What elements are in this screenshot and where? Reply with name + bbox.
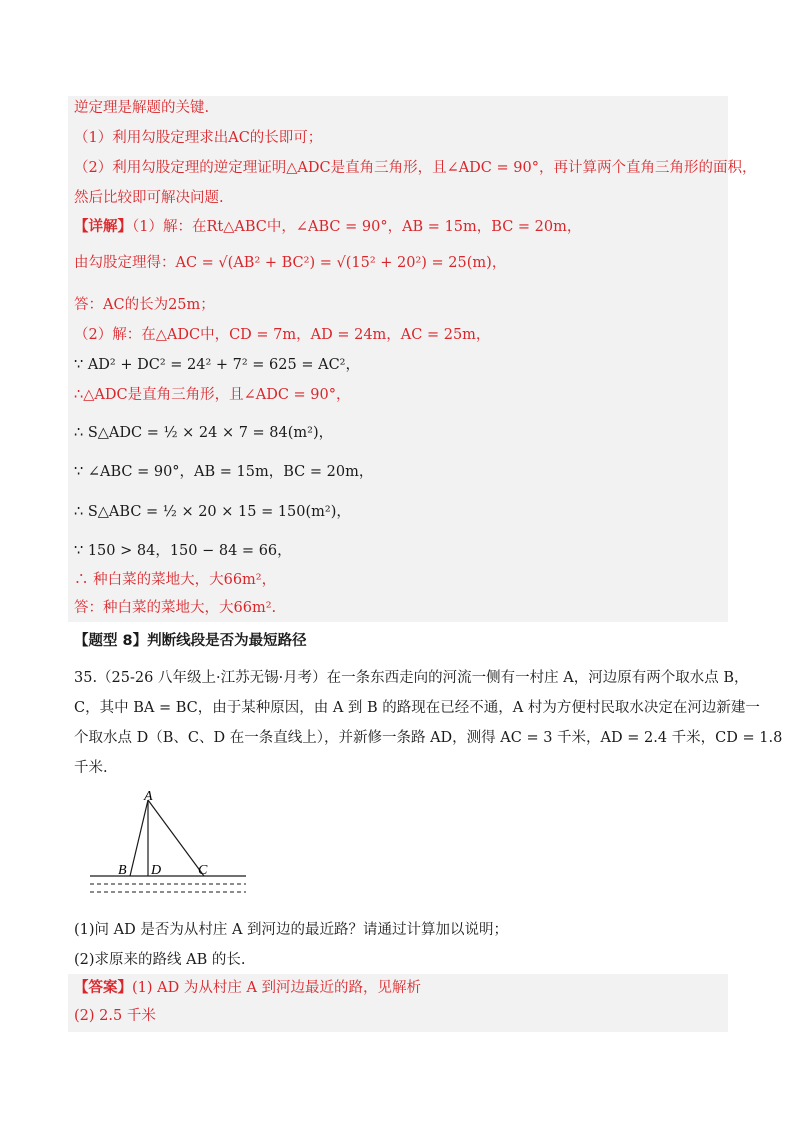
geometry-diagram (86, 788, 256, 908)
solution-line-12: ∵ ∠ABC = 90°，AB = 15m，BC = 20m， (74, 464, 374, 480)
solution-line-11: ∴ S△ADC = ½ × 24 × 7 = 84(m²)， (74, 425, 334, 441)
solution-line-10: ∴△ADC是直角三角形，且∠ADC = 90°， (74, 387, 351, 403)
point-label-d: D (151, 863, 162, 878)
detail-text: （1）解：在Rt△ABC中，∠ABC = 90°，AB = 15m，BC = 20m， (132, 219, 582, 235)
solution-line-2: （1）利用勾股定理求出AC的长即可； (74, 130, 323, 146)
question-line-4: 千米. (74, 760, 108, 776)
solution-line-4: 然后比较即可解决问题. (74, 190, 224, 206)
answer-tag: 【答案】 (74, 979, 132, 996)
point-label-c: C (198, 863, 208, 878)
solution-line-6: 由勾股定理得：AC = √(AB² + BC²) = √(15² + 20²) = 25(m)， (74, 255, 507, 271)
segment-ab (130, 800, 148, 876)
solution-line-16: 答：种白菜的菜地大，大66m². (74, 600, 277, 616)
answer-line-1 (74, 978, 421, 998)
answer-text-1: (1) AD 为从村庄 A 到河边最近的路，见解析 (132, 980, 422, 996)
solution-line-3: （2）利用勾股定理的逆定理证明△ADC是直角三角形，且∠ADC = 90°，再计算两个直角三角形的面积， (74, 160, 757, 176)
section-heading: 【题型 8】判断线段是否为最短路径 (74, 633, 307, 649)
solution-line-14: ∵ 150 > 84，150 − 84 = 66， (74, 543, 292, 559)
solution-line-5 (74, 217, 581, 237)
question-line-1: 35.（25-26 八年级上·江苏无锡·月考）在一条东西走向的河流一侧有一村庄 A，河边原有两个取水点 B， (74, 670, 749, 686)
question-part-1: (1)问 AD 是否为从村庄 A 到河边的最近路？请通过计算加以说明； (74, 922, 509, 938)
question-line-2: C，其中 BA = BC，由于某种原因，由 A 到 B 的路现在已经不通，A 村为方便村民取水决定在河边新建一 (74, 700, 760, 716)
solution-line-15: ∴ 种白菜的菜地大，大66m²， (74, 572, 277, 588)
solution-line-9: ∵ AD² + DC² = 24² + 7² = 625 = AC²， (74, 357, 360, 373)
solution-line-13: ∴ S△ABC = ½ × 20 × 15 = 150(m²)， (74, 504, 351, 520)
detail-tag: 【详解】 (74, 218, 132, 235)
question-part-2: (2)求原来的路线 AB 的长. (74, 952, 246, 968)
solution-line-8: （2）解：在△ADC中，CD = 7m，AD = 24m，AC = 25m， (74, 327, 491, 343)
solution-line-1: 逆定理是解题的关键. (74, 100, 210, 116)
answer-line-2: (2) 2.5 千米 (74, 1008, 156, 1024)
solution-line-7: 答：AC的长为25m； (74, 297, 215, 313)
point-label-b: B (118, 863, 127, 878)
question-line-3: 个取水点 D（B、C、D 在一条直线上），并新修一条路 AD，测得 AC = 3 千米，AD = 2.4 千米，CD = 1.8 (74, 730, 783, 746)
point-label-a: A (144, 789, 153, 804)
